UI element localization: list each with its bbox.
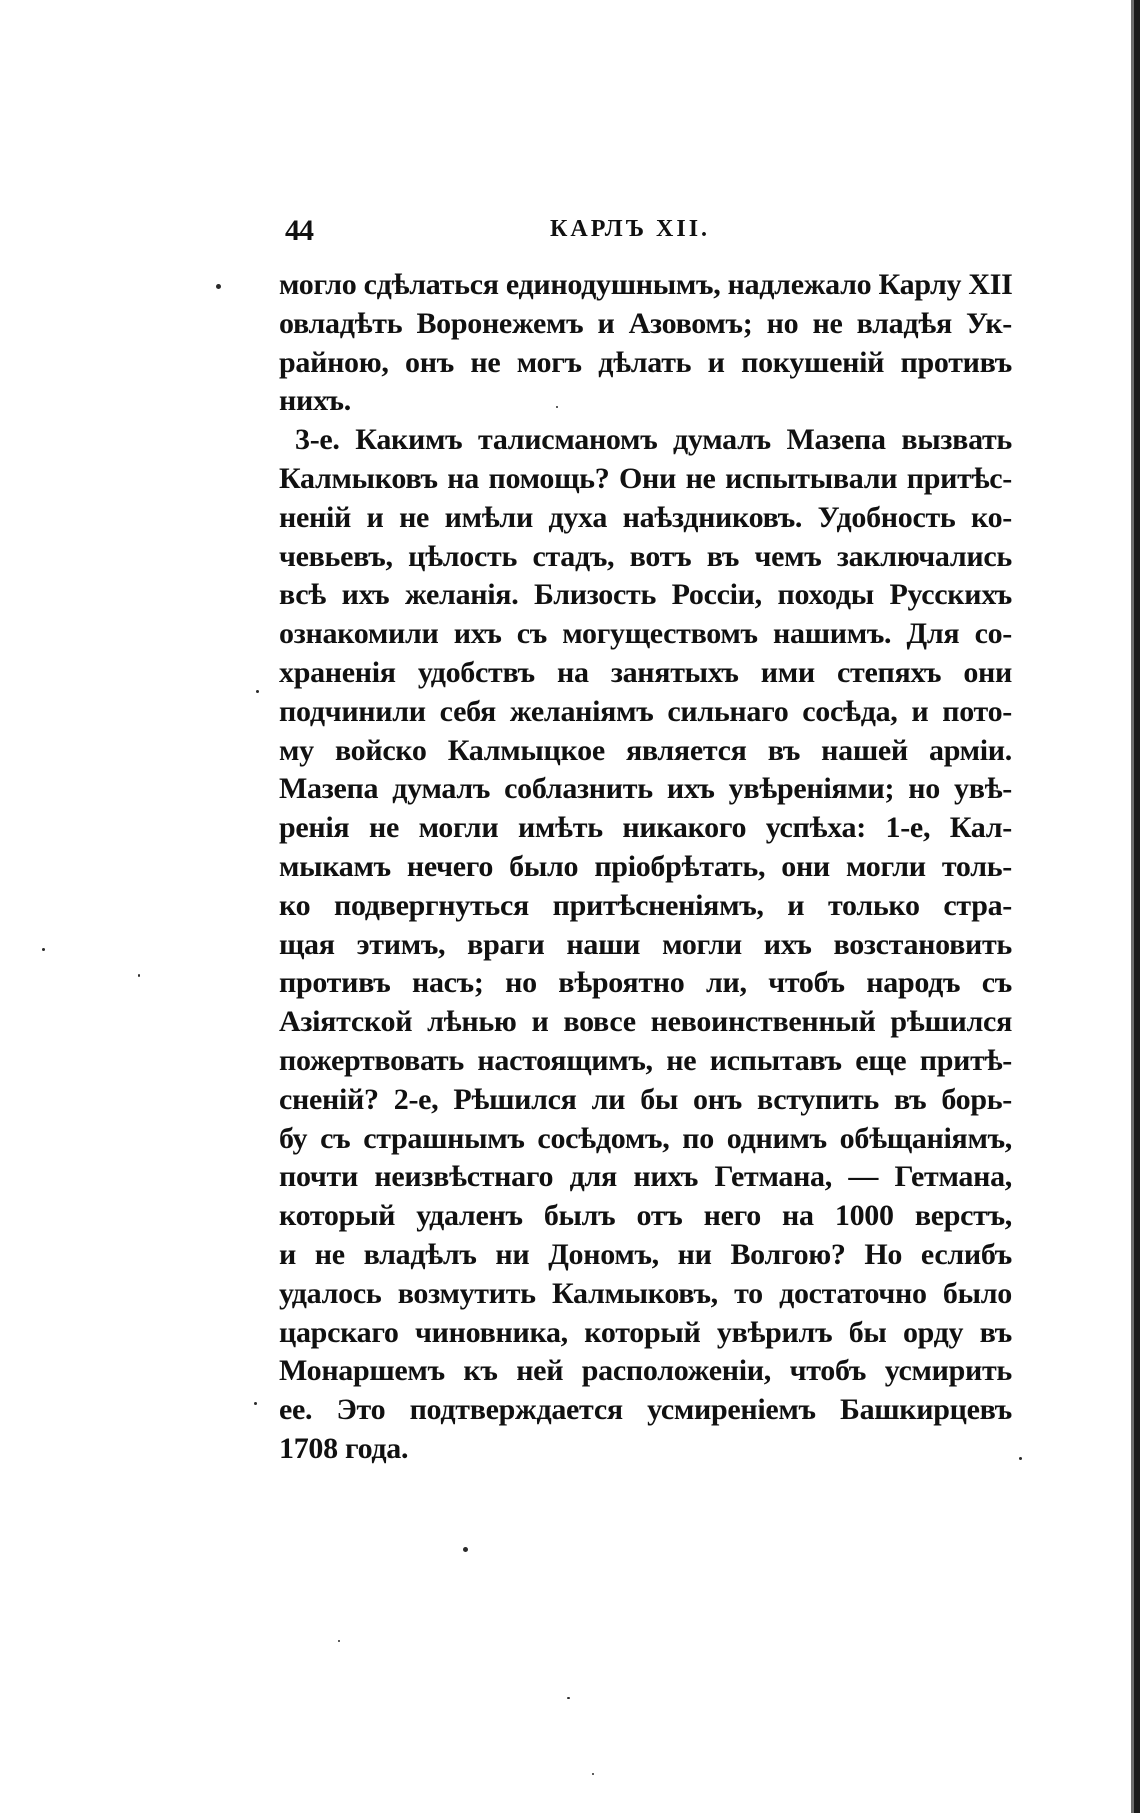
text-line: всѣ ихъ желанія. Близость Россіи, походы Русскихъ (279, 578, 1012, 612)
text-line: Монаршемъ къ ней расположеніи, чтобъ усмирить (279, 1354, 1012, 1388)
page-number: 44 (285, 214, 313, 247)
text-line: который удаленъ былъ отъ него на 1000 верстъ, (279, 1199, 1012, 1233)
text-line: бу съ страшнымъ сосѣдомъ, по однимъ обѣщаніямъ, (279, 1121, 1012, 1155)
text-line: чевьевъ, цѣлость стадъ, вотъ въ чемъ заключались (279, 539, 1012, 573)
scan-speck (556, 406, 558, 408)
scan-speck (592, 1773, 594, 1775)
running-head: КАРЛЪ XII. (550, 216, 711, 242)
text-line: подчинили себя желаніямъ сильнаго сосѣда, и пото- (279, 694, 1012, 728)
text-line: сненій? 2-е, Рѣшился ли бы онъ вступить въ борь- (279, 1082, 1012, 1116)
text-line: ко подвергнуться притѣсненіямъ, и только стра- (279, 888, 1012, 922)
body-text (279, 266, 1012, 1469)
text-line: му войско Калмыцкое является въ нашей арміи. (279, 733, 1012, 767)
text-line: райною, онъ не могъ дѣлать и покушеній противъ (279, 345, 1012, 379)
text-line: могло сдѣлаться единодушнымъ, надлежало Карлу XII (279, 268, 1013, 301)
text-line: нихъ. (279, 384, 351, 418)
scan-speck (256, 690, 259, 693)
text-line: щая этимъ, враги наши могли ихъ возстановить (279, 927, 1012, 961)
text-line: неній и не имѣли духа наѣздниковъ. Удобность ко- (279, 500, 1012, 534)
scan-speck (338, 1640, 340, 1642)
paragraph-start-line: 3-е. Какимъ талисманомъ думалъ Мазепа вызвать (295, 423, 1012, 457)
text-line: ренія не могли имѣть никакого успѣха: 1-е, Кал- (279, 811, 1012, 845)
text-line: 1708 года. (279, 1431, 409, 1465)
text-line: почти неизвѣстнаго для нихъ Гетмана, — Гетмана, (279, 1160, 1012, 1194)
scan-speck (254, 1402, 257, 1405)
text-line: Калмыковъ на помощь? Они не испытывали притѣс- (279, 461, 1012, 495)
scan-speck (216, 284, 221, 289)
text-line: пожертвовать настоящимъ, не испытавъ еще притѣ- (279, 1043, 1012, 1077)
text-line: удалось возмутить Калмыковъ, то достаточно было (279, 1276, 1012, 1310)
text-line: Мазепа думалъ соблазнить ихъ увѣреніями; но увѣ- (279, 772, 1012, 806)
text-line: овладѣть Воронежемъ и Азовомъ; но не владѣя Ук- (279, 306, 1012, 340)
text-line: и не владѣлъ ни Дономъ, ни Волгою? Но еслибъ (279, 1237, 1012, 1271)
scan-speck (1019, 1457, 1022, 1460)
page-header (285, 214, 1005, 258)
scan-speck (463, 1547, 468, 1552)
text-line: ознакомили ихъ съ могуществомъ нашимъ. Для со- (279, 617, 1012, 651)
scan-speck (138, 974, 140, 977)
text-line: мыкамъ нечего было пріобрѣтать, они могли толь- (279, 849, 1012, 883)
scan-speck (567, 1697, 570, 1699)
text-line: противъ насъ; но вѣроятно ли, чтобъ народъ съ (279, 966, 1012, 1000)
scan-speck (42, 948, 45, 951)
text-line: Азіятской лѣнью и вовсе невоинственный рѣшился (279, 1005, 1012, 1039)
text-line: храненія удобствъ на занятыхъ ими степяхъ они (279, 655, 1012, 689)
text-line: ее. Это подтверждается усмиреніемъ Башкирцевъ (279, 1393, 1012, 1427)
page-edge (1134, 0, 1140, 1813)
text-line: царскаго чиновника, который увѣрилъ бы орду въ (279, 1315, 1012, 1349)
